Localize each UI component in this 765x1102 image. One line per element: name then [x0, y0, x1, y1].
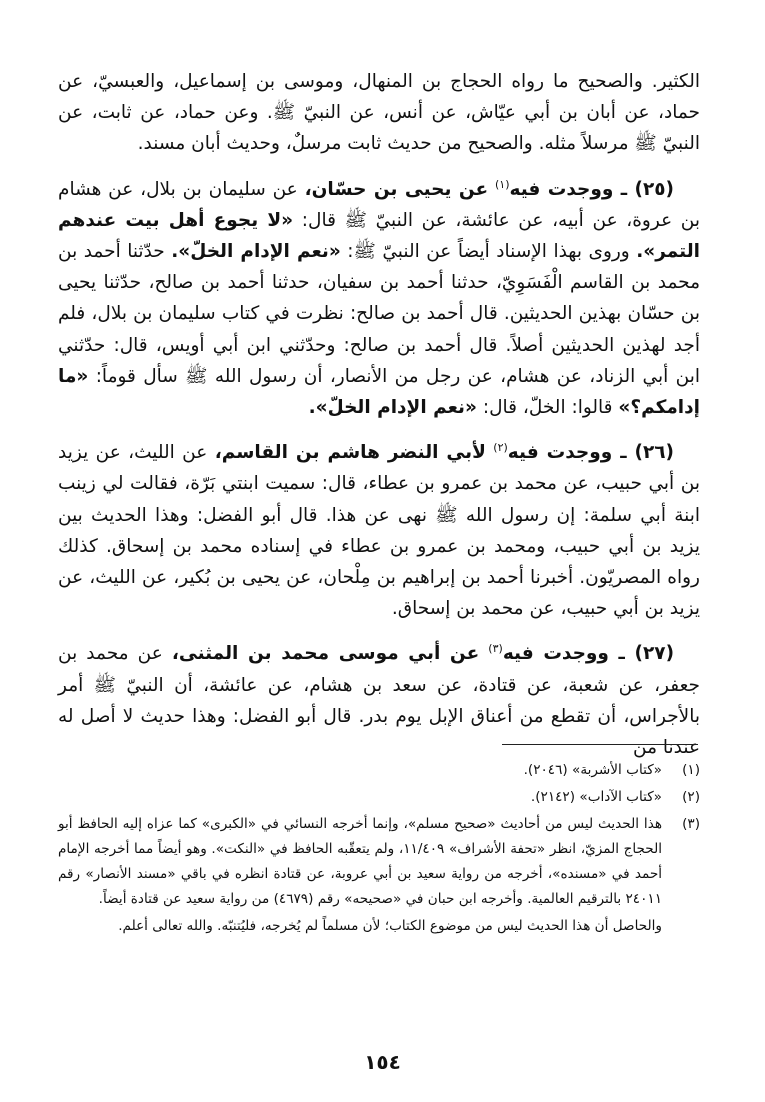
entry-source: عن أبي موسى محمد بن المثنى، — [171, 643, 480, 665]
footnote-1 — [58, 758, 700, 783]
footnote-number: (١) — [682, 762, 700, 778]
entry-text: حدّثنا أحمد بن محمد بن القاسم الْفَسَوِيّ، حدثنا أحمد بن سفيان، حدثنا أحمد بن صالح، حدّثنا يحيى بن حسّان بهذين الحديثين. قال أحمد بن صالح: نظرت في كتاب سليمان بن بلال، فلم أجد لهذين الحديثين أصلاً. قال أحمد بن صالح: وحدّثني ابن أبي أويس، قال: حدّثني ابن أبي الزناد، عن هشام، عن رجل من الأنصار، أن رسول الله ﷺ سأل قوماً: — [58, 241, 700, 387]
hadith-quote: «نعم الإدام الخلّ». — [308, 397, 477, 419]
footnote-2 — [58, 785, 700, 810]
entry-source: عن يحيى بن حسّان، — [304, 178, 489, 200]
footnote-number: (٣) — [682, 816, 700, 832]
footnote-3 — [58, 812, 700, 912]
entry-text: عن سليمان بن بلال، عن هشام بن عروة، عن أبيه، عن عائشة، عن النبيّ ﷺ قال: — [58, 178, 700, 231]
footnote-text: هذا الحديث ليس من أحاديث «صحيح مسلم»، وإنما أخرجه النسائي في «الكبرى» كما عزاه إليه الحافظ أبو الحجاج المزيّ، انظر «تحفة الأشراف» ١١/٤٠٩، ولم يتعقّبه الحافظ في «النكت». وهو أيضاً مما أخرجه الإمام أحمد في «مسنده»، أخرجه من رواية سعيد بن أبي عروبة، عن قتادة انظره في باقي «مسند الأنصار» رقم ٢٤٠١١ بالترقيم العالمية. وأخرجه ابن حبان في «صحيحه» رقم (٤٦٧٩) من رواية سعيد عن قتادة أيضاً. — [58, 816, 663, 907]
hadith-quote: «لا يجوع أهل بيت عندهم التمر». — [58, 209, 700, 263]
footnote-divider — [502, 744, 698, 745]
entry-heading: (٢٦) ـ ووجدت فيه — [507, 442, 674, 464]
main-text — [58, 66, 700, 777]
entry-26 — [58, 437, 700, 624]
entry-heading: (٢٧) ـ ووجدت فيه — [502, 643, 675, 665]
footnote-marker[interactable]: (٢) — [493, 441, 508, 455]
entry-text: قالوا: الخلّ، قال: — [482, 397, 613, 419]
entry-text: وروى بهذا الإسناد أيضاً عن النبيّ ﷺ: — [347, 241, 630, 263]
entry-text: عن محمد بن جعفر، عن شعبة، عن قتادة، عن سعد بن هشام، عن عائشة، أن النبيّ ﷺ أمر بالأجراس، أن تقطع من أعناق الإبل يوم بدر. قال أبو الفضل: وهذا حديث لا أصل له عندنا من — [58, 643, 700, 759]
footnote-3-continuation: والحاصل أن هذا الحديث ليس من موضوع الكتاب؛ لأن مسلماً لم يُخرجه، فليُتنبّه. والله تعالى أعلم. — [118, 918, 662, 934]
intro-paragraph: الكثير. والصحيح ما رواه الحجاج بن المنهال، وموسى بن إسماعيل، والعبسيّ، عن حماد، عن أبان بن أبي عيّاش، عن أنس، عن النبيّ ﷺ. وعن حماد، عن ثابت، عن النبيّ ﷺ مرسلاً مثله. والصحيح من حديث ثابت مرسلٌ، وحديث أبان مسند. — [58, 71, 700, 155]
hadith-quote: «نعم الإدام الخلّ». — [171, 241, 341, 263]
footnote-marker[interactable]: (٣) — [488, 642, 503, 656]
footnote-marker[interactable]: (١) — [494, 177, 510, 191]
page-number: ١٥٤ — [364, 1050, 401, 1074]
hadith-quote: «ما إدامكم؟» — [58, 365, 700, 419]
footnote-text: «كتاب الأشربة» (٢٠٤٦). — [523, 762, 662, 778]
footnotes — [58, 758, 700, 939]
entry-25 — [58, 174, 700, 424]
entry-source: لأبي النضر هاشم بن القاسم، — [214, 442, 486, 464]
footnote-text: «كتاب الآداب» (٢١٤٢). — [530, 789, 662, 805]
footnote-number: (٢) — [682, 789, 700, 805]
entry-text: عن الليث، عن يزيد بن أبي حبيب، عن محمد بن عمرو بن عطاء، قال: سميت ابنتي بَرّة، فقالت لي زينب ابنة أبي سلمة: إن رسول الله ﷺ نهى عن هذا. قال أبو الفضل: وهذا الحديث بين يزيد بن أبي حبيب، ومحمد بن عمرو بن عطاء في إسناده محمد بن إسحاق. كذلك رواه المصريّون. أخبرنا أحمد بن إبراهيم بن مِلْحان، عن يحيى بن بُكير، عن الليث، عن يزيد بن أبي حبيب، عن محمد بن إسحاق. — [58, 442, 700, 620]
entry-heading: (٢٥) ـ ووجدت فيه — [509, 178, 674, 200]
